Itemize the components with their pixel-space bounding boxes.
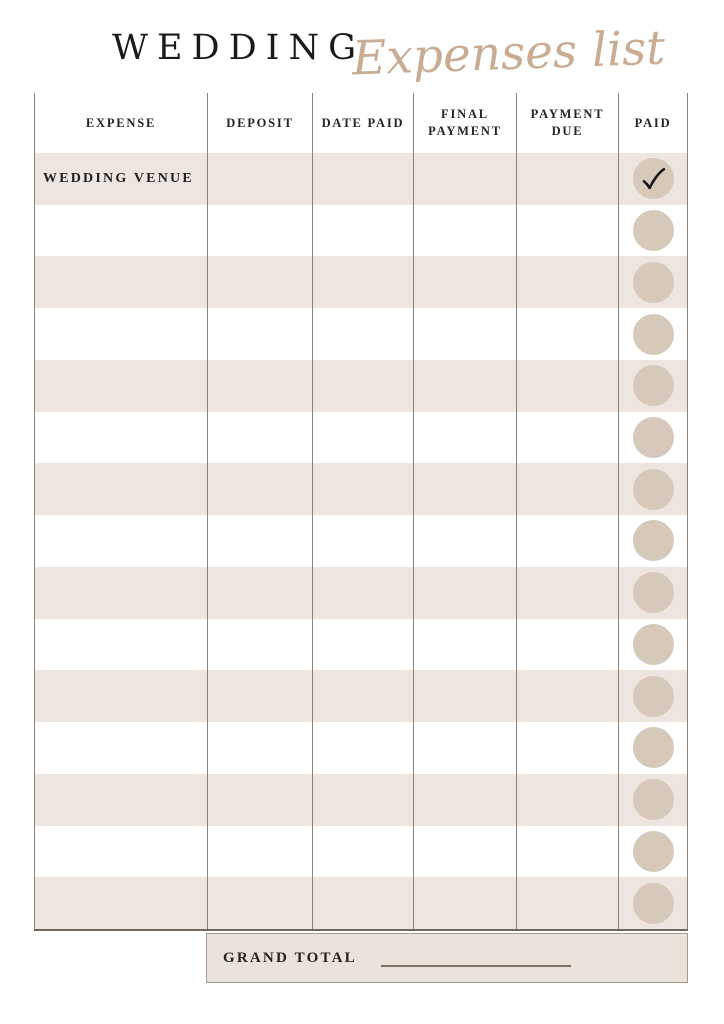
paid-checkbox-checked[interactable] bbox=[633, 158, 674, 199]
cell-date-paid-row-1[interactable] bbox=[312, 153, 413, 205]
paid-checkbox[interactable] bbox=[633, 520, 674, 561]
cell-paid-row-4 bbox=[618, 308, 688, 360]
cell-deposit-row-13[interactable] bbox=[207, 774, 312, 826]
paid-checkbox[interactable] bbox=[633, 572, 674, 613]
cell-final-payment-row-14[interactable] bbox=[413, 826, 516, 878]
paid-checkbox[interactable] bbox=[633, 365, 674, 406]
cell-deposit-row-5[interactable] bbox=[207, 360, 312, 412]
cell-deposit-row-15[interactable] bbox=[207, 877, 312, 929]
cell-expense-row-13[interactable] bbox=[34, 774, 207, 826]
column-header-payment-due: PAYMENT DUE bbox=[516, 93, 618, 153]
cell-paid-row-1 bbox=[618, 153, 688, 205]
cell-payment-due-row-2[interactable] bbox=[516, 205, 618, 257]
cell-deposit-row-1[interactable] bbox=[207, 153, 312, 205]
cell-date-paid-row-11[interactable] bbox=[312, 670, 413, 722]
cell-payment-due-row-12[interactable] bbox=[516, 722, 618, 774]
cell-expense-row-1[interactable] bbox=[34, 153, 207, 205]
cell-date-paid-row-4[interactable] bbox=[312, 308, 413, 360]
cell-deposit-row-7[interactable] bbox=[207, 463, 312, 515]
cell-expense-row-7[interactable] bbox=[34, 463, 207, 515]
cell-date-paid-row-5[interactable] bbox=[312, 360, 413, 412]
cell-paid-row-5 bbox=[618, 360, 688, 412]
cell-expense-row-8[interactable] bbox=[34, 515, 207, 567]
cell-deposit-row-14[interactable] bbox=[207, 826, 312, 878]
cell-paid-row-15 bbox=[618, 877, 688, 929]
cell-paid-row-8 bbox=[618, 515, 688, 567]
cell-date-paid-row-9[interactable] bbox=[312, 567, 413, 619]
cell-deposit-row-2[interactable] bbox=[207, 205, 312, 257]
cell-paid-row-14 bbox=[618, 826, 688, 878]
cell-date-paid-row-8[interactable] bbox=[312, 515, 413, 567]
cell-final-payment-row-13[interactable] bbox=[413, 774, 516, 826]
column-header-final-payment: FINAL PAYMENT bbox=[413, 93, 516, 153]
paid-checkbox[interactable] bbox=[633, 624, 674, 665]
paid-checkbox[interactable] bbox=[633, 727, 674, 768]
column-header-paid: PAID bbox=[618, 93, 688, 153]
cell-final-payment-row-12[interactable] bbox=[413, 722, 516, 774]
cell-deposit-row-3[interactable] bbox=[207, 256, 312, 308]
cell-final-payment-row-5[interactable] bbox=[413, 360, 516, 412]
page-subtitle: Expenses list bbox=[351, 20, 666, 87]
cell-expense-row-3[interactable] bbox=[34, 256, 207, 308]
cell-expense-row-12[interactable] bbox=[34, 722, 207, 774]
cell-deposit-row-6[interactable] bbox=[207, 412, 312, 464]
cell-date-paid-row-6[interactable] bbox=[312, 412, 413, 464]
cell-deposit-row-9[interactable] bbox=[207, 567, 312, 619]
column-header-date-paid: DATE PAID bbox=[312, 93, 413, 153]
cell-paid-row-11 bbox=[618, 670, 688, 722]
cell-expense-row-9[interactable] bbox=[34, 567, 207, 619]
cell-expense-row-11[interactable] bbox=[34, 670, 207, 722]
cell-paid-row-6 bbox=[618, 412, 688, 464]
cell-expense-row-5[interactable] bbox=[34, 360, 207, 412]
grand-total-box bbox=[206, 933, 688, 983]
cell-final-payment-row-4[interactable] bbox=[413, 308, 516, 360]
cell-payment-due-row-9[interactable] bbox=[516, 567, 618, 619]
paid-checkbox[interactable] bbox=[633, 262, 674, 303]
expense-label: WEDDING VENUE bbox=[43, 170, 194, 186]
cell-final-payment-row-9[interactable] bbox=[413, 567, 516, 619]
cell-expense-row-10[interactable] bbox=[34, 619, 207, 671]
paid-checkbox[interactable] bbox=[633, 831, 674, 872]
cell-final-payment-row-8[interactable] bbox=[413, 515, 516, 567]
check-icon bbox=[638, 164, 668, 194]
expenses-table bbox=[34, 93, 688, 931]
cell-final-payment-row-6[interactable] bbox=[413, 412, 516, 464]
cell-expense-row-6[interactable] bbox=[34, 412, 207, 464]
cell-payment-due-row-5[interactable] bbox=[516, 360, 618, 412]
cell-paid-row-3 bbox=[618, 256, 688, 308]
cell-payment-due-row-11[interactable] bbox=[516, 670, 618, 722]
cell-payment-due-row-6[interactable] bbox=[516, 412, 618, 464]
cell-payment-due-row-10[interactable] bbox=[516, 619, 618, 671]
cell-date-paid-row-14[interactable] bbox=[312, 826, 413, 878]
cell-date-paid-row-2[interactable] bbox=[312, 205, 413, 257]
cell-deposit-row-8[interactable] bbox=[207, 515, 312, 567]
grand-total-fill-line[interactable] bbox=[381, 965, 571, 967]
cell-paid-row-2 bbox=[618, 205, 688, 257]
column-header-expense: EXPENSE bbox=[34, 93, 207, 153]
paid-checkbox[interactable] bbox=[633, 210, 674, 251]
cell-final-payment-row-3[interactable] bbox=[413, 256, 516, 308]
cell-deposit-row-11[interactable] bbox=[207, 670, 312, 722]
cell-expense-row-14[interactable] bbox=[34, 826, 207, 878]
cell-final-payment-row-7[interactable] bbox=[413, 463, 516, 515]
cell-payment-due-row-15[interactable] bbox=[516, 877, 618, 929]
cell-deposit-row-10[interactable] bbox=[207, 619, 312, 671]
cell-date-paid-row-10[interactable] bbox=[312, 619, 413, 671]
cell-payment-due-row-1[interactable] bbox=[516, 153, 618, 205]
cell-date-paid-row-12[interactable] bbox=[312, 722, 413, 774]
cell-final-payment-row-11[interactable] bbox=[413, 670, 516, 722]
cell-paid-row-12 bbox=[618, 722, 688, 774]
cell-paid-row-13 bbox=[618, 774, 688, 826]
cell-expense-row-4[interactable] bbox=[34, 308, 207, 360]
cell-final-payment-row-15[interactable] bbox=[413, 877, 516, 929]
cell-date-paid-row-13[interactable] bbox=[312, 774, 413, 826]
cell-final-payment-row-1[interactable] bbox=[413, 153, 516, 205]
cell-payment-due-row-13[interactable] bbox=[516, 774, 618, 826]
cell-deposit-row-4[interactable] bbox=[207, 308, 312, 360]
grand-total-label: GRAND TOTAL bbox=[223, 949, 357, 966]
page-title: WEDDING bbox=[112, 28, 366, 68]
cell-expense-row-15[interactable] bbox=[34, 877, 207, 929]
column-header-deposit: DEPOSIT bbox=[207, 93, 312, 153]
paid-checkbox[interactable] bbox=[633, 314, 674, 355]
cell-final-payment-row-10[interactable] bbox=[413, 619, 516, 671]
cell-deposit-row-12[interactable] bbox=[207, 722, 312, 774]
cell-date-paid-row-3[interactable] bbox=[312, 256, 413, 308]
paid-checkbox[interactable] bbox=[633, 779, 674, 820]
cell-payment-due-row-4[interactable] bbox=[516, 308, 618, 360]
cell-paid-row-10 bbox=[618, 619, 688, 671]
paid-checkbox[interactable] bbox=[633, 676, 674, 717]
paid-checkbox[interactable] bbox=[633, 883, 674, 924]
cell-payment-due-row-3[interactable] bbox=[516, 256, 618, 308]
paid-checkbox[interactable] bbox=[633, 417, 674, 458]
cell-payment-due-row-7[interactable] bbox=[516, 463, 618, 515]
cell-payment-due-row-8[interactable] bbox=[516, 515, 618, 567]
cell-payment-due-row-14[interactable] bbox=[516, 826, 618, 878]
cell-date-paid-row-7[interactable] bbox=[312, 463, 413, 515]
cell-final-payment-row-2[interactable] bbox=[413, 205, 516, 257]
cell-paid-row-9 bbox=[618, 567, 688, 619]
cell-paid-row-7 bbox=[618, 463, 688, 515]
cell-date-paid-row-15[interactable] bbox=[312, 877, 413, 929]
paid-checkbox[interactable] bbox=[633, 469, 674, 510]
cell-expense-row-2[interactable] bbox=[34, 205, 207, 257]
